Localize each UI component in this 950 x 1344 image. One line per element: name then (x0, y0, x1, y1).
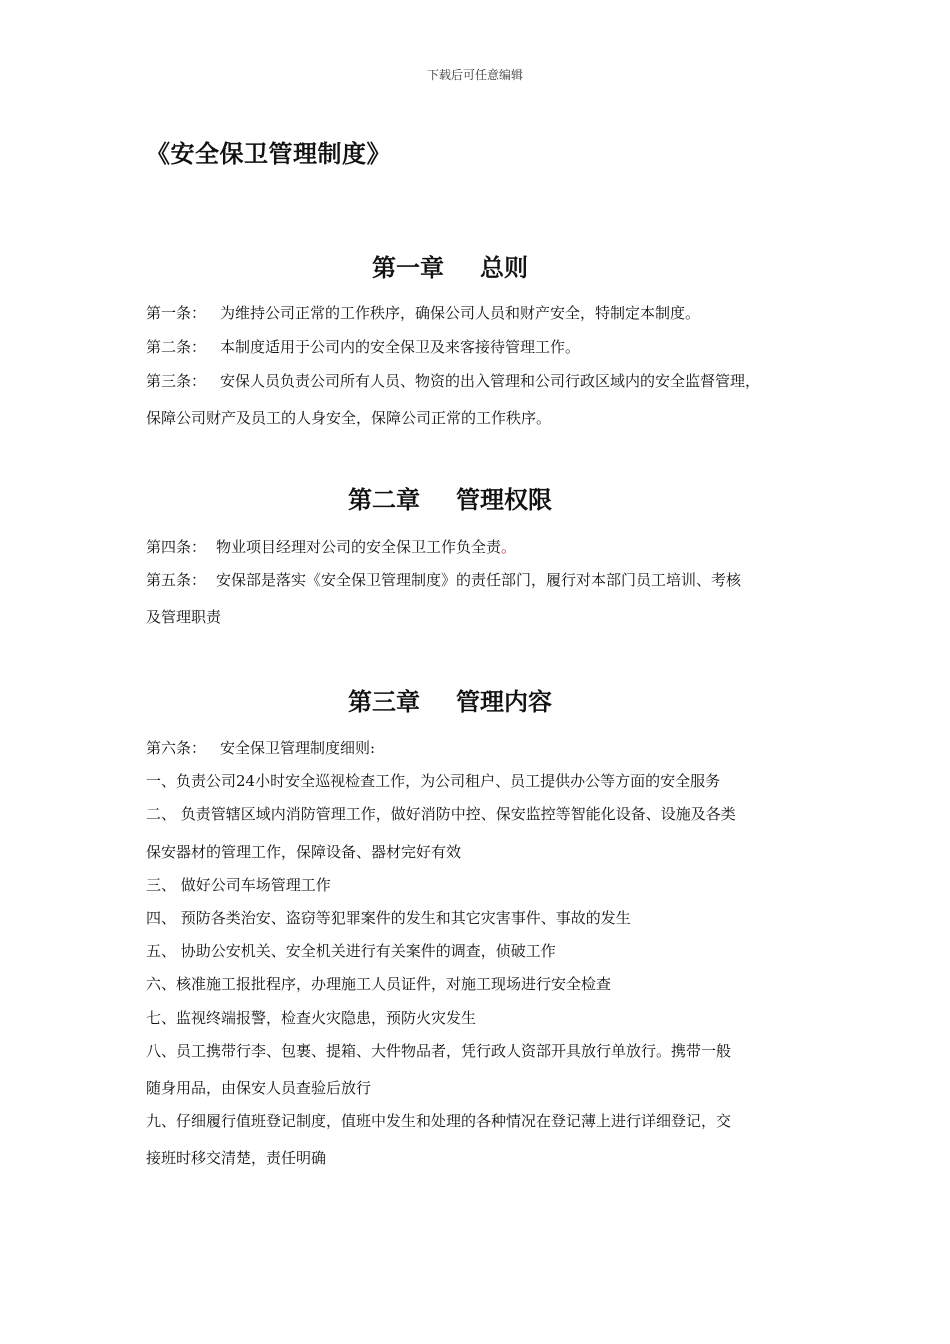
page-header-note: 下载后可任意编辑 (426, 68, 523, 82)
article-line (146, 303, 700, 323)
list-item-text: 五、 协助公安机关、安全机关进行有关案件的调查，侦破工作 (146, 942, 556, 960)
list-item-text: 二、 负责管辖区域内消防管理工作，做好消防中控、保安监控等智能化设备、设施及各类 (146, 805, 736, 823)
chapter-heading (0, 682, 900, 717)
list-item (146, 1111, 731, 1131)
chapter-number: 第一章 (372, 253, 444, 282)
article-label: 第五条： (146, 571, 207, 589)
article-text: 为维持公司正常的工作秩序，确保公司人员和财产安全，特制定本制度。 (220, 304, 701, 322)
article-line (146, 337, 580, 357)
list-item (146, 804, 736, 824)
chapter-number: 第三章 (348, 687, 420, 716)
list-item (146, 941, 556, 961)
list-item-text: 三、 做好公司车场管理工作 (146, 876, 331, 894)
chapter-heading (0, 480, 900, 515)
article-text: 及管理职责 (146, 608, 222, 626)
article-text: 物业项目经理对公司的安全保卫工作负全责 (216, 538, 502, 556)
article-text: 安保人员负责公司所有人员、物资的出入管理和公司行政区域内的安全监督管理， (220, 372, 761, 390)
article-text: 安保部是落实《安全保卫管理制度》的责任部门，履行对本部门员工培训、考核 (216, 571, 742, 589)
list-item (146, 875, 331, 895)
chapter-name: 管理内容 (456, 687, 552, 716)
article-line (146, 537, 516, 557)
article-label: 第四条： (146, 538, 207, 556)
article-text: 保障公司财产及员工的人身安全，保障公司正常的工作秩序。 (146, 409, 552, 427)
list-item (146, 842, 461, 862)
article-text: 本制度适用于公司内的安全保卫及来客接待管理工作。 (220, 338, 581, 356)
article-label: 第二条： (146, 338, 207, 356)
list-item (146, 1008, 476, 1028)
list-item (146, 771, 720, 791)
list-item (146, 1041, 731, 1061)
list-item (146, 1078, 371, 1098)
list-item-text: 一、负责公司24小时安全巡视检查工作，为公司租户、员工提供办公等方面的安全服务 (146, 772, 721, 790)
list-item (146, 908, 631, 928)
chapter-number: 第二章 (348, 485, 420, 514)
article-label: 第六条： (146, 739, 207, 757)
article-line (146, 570, 741, 590)
article-line (146, 738, 375, 758)
chapter-heading (0, 248, 900, 283)
list-item-text: 六、核准施工报批程序，办理施工人员证件，对施工现场进行安全检查 (146, 975, 612, 993)
article-line (146, 371, 760, 391)
list-item (146, 974, 611, 994)
article-trailing-mark: 。 (501, 538, 517, 556)
list-item-text: 七、监视终端报警，检查火灾隐患，预防火灾发生 (146, 1009, 477, 1027)
list-item-text: 九、仔细履行值班登记制度，值班中发生和处理的各种情况在登记薄上进行详细登记，交 (146, 1112, 732, 1130)
list-item-text: 随身用品，由保安人员查验后放行 (146, 1079, 372, 1097)
list-item (146, 1148, 326, 1168)
article-label: 第三条： (146, 372, 207, 390)
article-label: 第一条： (146, 304, 207, 322)
article-line (146, 607, 221, 627)
article-text: 安全保卫管理制度细则: (220, 739, 376, 757)
list-item-text: 保安器材的管理工作，保障设备、器材完好有效 (146, 843, 462, 861)
chapter-name: 管理权限 (456, 485, 552, 514)
list-item-text: 接班时移交清楚，责任明确 (146, 1149, 327, 1167)
list-item-text: 八、员工携带行李、包裹、提箱、大件物品者，凭行政人资部开具放行单放行。携带一般 (146, 1042, 732, 1060)
chapter-name: 总则 (480, 253, 528, 282)
article-line (146, 408, 551, 428)
list-item-text: 四、 预防各类治安、盗窃等犯罪案件的发生和其它灾害事件、事故的发生 (146, 909, 631, 927)
document-title: 《安全保卫管理制度》 (146, 139, 391, 168)
